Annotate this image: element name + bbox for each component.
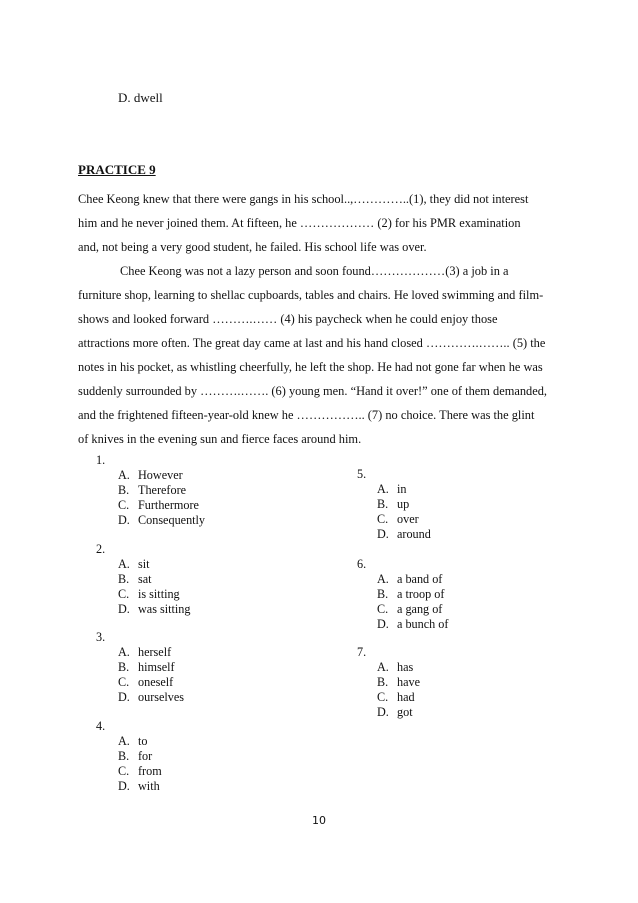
answer-option (118, 587, 180, 602)
passage-line: him and he never joined them. At fifteen, he ……………… (2) for his PMR examination (78, 216, 521, 230)
answer-option (377, 675, 420, 690)
page-number: 10 (312, 814, 326, 827)
option-letter: B. (118, 572, 130, 586)
option-text: had (397, 690, 415, 704)
answer-option (377, 482, 406, 497)
answer-option (118, 734, 147, 749)
option-text: sat (138, 572, 152, 586)
option-text: to (138, 734, 148, 748)
passage-line: Chee Keong was not a lazy person and soon found………………(3) a job in a (120, 264, 509, 278)
previous-question-option: D. dwell (118, 90, 163, 105)
option-letter: D. (118, 602, 130, 616)
option-text: However (138, 468, 183, 482)
option-letter: B. (118, 660, 130, 674)
answer-option (118, 483, 186, 498)
option-text: a troop of (397, 587, 445, 601)
option-text: ourselves (138, 690, 185, 704)
passage-line: and, not being a very good student, he failed. His school life was over. (78, 240, 427, 254)
option-letter: C. (377, 690, 389, 704)
option-text: Therefore (138, 483, 187, 497)
option-letter: C. (118, 764, 130, 778)
option-letter: C. (377, 602, 389, 616)
option-letter: A. (118, 557, 130, 571)
option-text: is sitting (138, 587, 180, 601)
option-letter: C. (118, 498, 130, 512)
option-text: sit (138, 557, 150, 571)
option-text: was sitting (138, 602, 191, 616)
practice-heading: PRACTICE 9 (78, 162, 156, 177)
option-letter: A. (118, 734, 130, 748)
option-text: around (397, 527, 431, 541)
answer-option (118, 468, 183, 483)
option-text: from (138, 764, 162, 778)
answer-option (118, 675, 173, 690)
option-text: a gang of (397, 602, 443, 616)
answer-option (118, 572, 152, 587)
option-letter: D. (377, 527, 389, 541)
answer-option (118, 779, 160, 794)
answer-option (377, 587, 444, 602)
answer-option (377, 617, 448, 632)
option-text: a band of (397, 572, 443, 586)
option-letter: D. (377, 617, 389, 631)
passage-line: of knives in the evening sun and fierce faces around him. (78, 432, 362, 446)
option-text: herself (138, 645, 172, 659)
question-number: 5. (357, 467, 367, 481)
answer-option (377, 527, 431, 542)
answer-option (377, 497, 409, 512)
answer-option (118, 645, 171, 660)
answer-option (118, 660, 175, 675)
option-text: up (397, 497, 410, 511)
option-text: oneself (138, 675, 174, 689)
question-number: 7. (357, 645, 367, 659)
option-letter: B. (118, 483, 130, 497)
option-text: with (138, 779, 160, 793)
passage-line: suddenly surrounded by ……….……. (6) young men. “Hand it over!” one of them demanded, (78, 384, 548, 398)
option-text: has (397, 660, 414, 674)
passage-line: Chee Keong knew that there were gangs in his school..,…………..(1), they did not interest (78, 192, 529, 206)
passage-line: notes in his pocket, as whistling cheerfully, he left the shop. He had not gone far when he was (78, 360, 543, 374)
option-letter: D. (118, 513, 130, 527)
passage-line: attractions more often. The great day came at last and his hand closed ………….…….. (5) the (78, 336, 546, 350)
answer-option (377, 572, 442, 587)
answer-option (377, 602, 442, 617)
option-letter: D. (377, 705, 389, 719)
answer-option (377, 690, 415, 705)
option-letter: C. (118, 587, 130, 601)
question-number: 4. (96, 719, 106, 733)
answer-option (118, 602, 190, 617)
question-number: 6. (357, 557, 367, 571)
option-letter: C. (118, 675, 130, 689)
answer-option (118, 513, 205, 528)
passage-line: shows and looked forward ……….…… (4) his paycheck when he could enjoy those (78, 312, 498, 326)
passage-line: furniture shop, learning to shellac cupboards, tables and chairs. He loved swimming and film- (78, 288, 544, 302)
option-letter: A. (118, 645, 130, 659)
option-text: Furthermore (138, 498, 199, 512)
option-text: over (397, 512, 419, 526)
question-number: 3. (96, 630, 106, 644)
answer-option (377, 705, 413, 720)
option-letter: D. (118, 779, 130, 793)
option-text: for (138, 749, 153, 763)
option-letter: C. (377, 512, 389, 526)
option-text: himself (138, 660, 175, 674)
question-number: 1. (96, 453, 106, 467)
option-letter: B. (377, 587, 389, 601)
answer-option (118, 498, 199, 513)
answer-option (118, 749, 152, 764)
answer-option (377, 512, 419, 527)
option-text: a bunch of (397, 617, 449, 631)
option-letter: A. (377, 482, 389, 496)
option-letter: A. (377, 660, 389, 674)
answer-option (377, 660, 413, 675)
answer-option (118, 557, 150, 572)
option-letter: D. (118, 690, 130, 704)
answer-option (118, 690, 184, 705)
answer-option (118, 764, 162, 779)
option-letter: B. (377, 497, 389, 511)
option-text: Consequently (138, 513, 206, 527)
option-text: in (397, 482, 407, 496)
option-letter: A. (377, 572, 389, 586)
option-text: have (397, 675, 421, 689)
passage-line: and the frightened fifteen-year-old knew he …………….. (7) no choice. There was the glint (78, 408, 535, 422)
option-text: got (397, 705, 413, 719)
question-number: 2. (96, 542, 106, 556)
option-letter: A. (118, 468, 130, 482)
option-letter: B. (377, 675, 389, 689)
option-letter: B. (118, 749, 130, 763)
